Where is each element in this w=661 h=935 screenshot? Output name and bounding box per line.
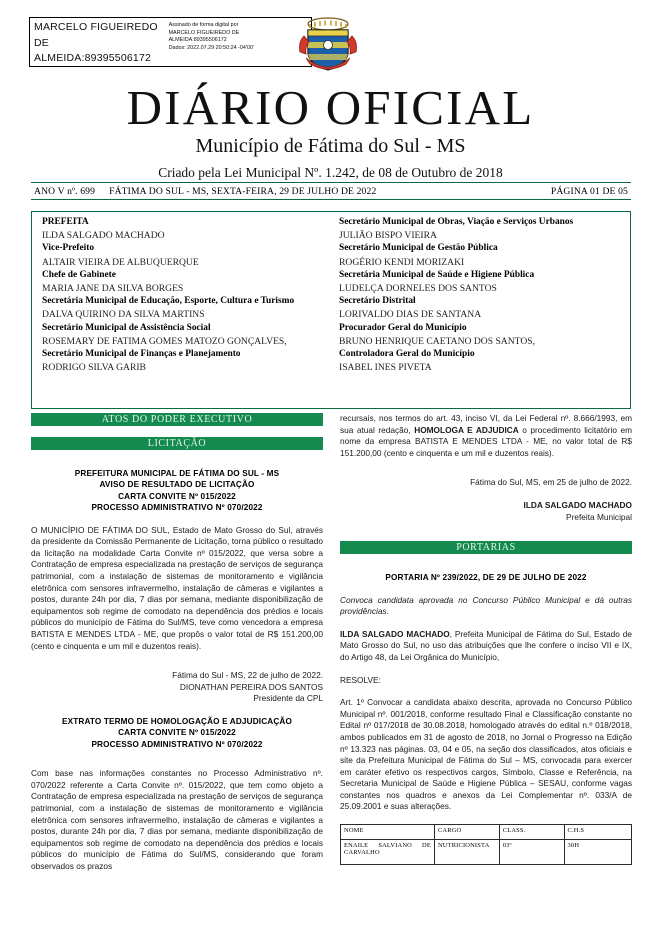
portaria-ementa [340,595,632,618]
continuation-part-2: o procedimento licitatório em nome da empresa BATISTA E MENDES LTDA - ME, no valor total de R$ 151.200,00 (cento e cinquenta e um mil e duzentos reais). [340,424,632,458]
official-name: ALTAIR VIEIRA DE ALBUQUERQUE [42,256,199,268]
notice-heading: PREFEITURA MUNICIPAL DE FÁTIMA DO SUL - MS [74,469,280,478]
candidate-table-head [341,825,632,840]
page-number: PÁGINA 01 DE 05 [550,185,628,197]
column-left [31,413,323,873]
cell-nome: ENAILE SALVIANO DE CARVALHO [341,840,435,865]
masthead-subtitle: Município de Fátima do Sul - MS [195,135,466,157]
column-header-nome: NOME [341,825,435,840]
official-name: ROGÉRIO KENDI MORIZAKI [339,256,465,268]
signatory-name: ILDA SALGADO MACHADO [523,499,632,510]
issue-info-bar [31,182,631,200]
notice-heading: PROCESSO ADMINISTRATIVO Nº 070/2022 [91,739,263,749]
official-role: Secretário Municipal de Obras, Viação e Serviços Urbanos [339,217,574,227]
official-role: Secretário Municipal de Gestão Pública [339,243,498,254]
notice-body: O MUNICÍPIO DE FÁTIMA DO SUL, Estado de Mato Grosso do Sul, através da presidente da Comissão Permanente de Licitação, torna público o resultado da licitação na modalidade Carta Convite nº 015/2022, que versa sobre a Contratação de empresa especializada na prestação de serviços de segurança patrimonial, com a instalação de sistemas de monitoramento e vigilância eletrônica com sensores infravermelho, instalação de câmeras e vigilantes a postos, durante 24h por dia, 7 dias por semana, mediante disponibilização de equipamentos sob regime de comodato na dependência dos prédios e locais públicos do município de Fátima do Sul/MS, teve como vencedora a empresa BATISTA E MENDES LTDA - ME, que propôs o valor total de R$ 151.200,00 (cento e cinquenta e um mil e duzentos reais). [31,524,323,651]
masthead [0,82,661,183]
cell-cargo: NUTRICIONISTA [434,840,499,865]
officials-box [31,211,631,409]
signatory-name: DIONATHAN PEREIRA DOS SANTOS [179,681,323,692]
signature-meta-line-1: Assinado de forma digital por [168,22,239,28]
official-role: Secretário Municipal de Finanças e Planejamento [42,349,241,360]
officials-column-left [32,216,331,408]
signature-meta-line-3: ALMEIDA:89395506172 [168,37,227,44]
column-right [340,413,632,865]
signature-meta-line-4: Dados: 2022.07.29 20:50:24 -04'00' [168,44,254,51]
official-name: LORIVALDO DIAS DE SANTANA [339,309,482,321]
official-role: PREFEITA [42,217,89,227]
portaria-article-1: Art. 1º Convocar a candidata abaixo descrita, aprovada no Concurso Público Municipal nº. 001/2018, conforme resultado Final e Classificação constante no Edital nº 017/2018 de 30.08.2018, homologado através do edital n.º 018/2018, ambos publicados em 31 de agosto de 2018, no Jornal o Progresso na Edição nº 13.323 nas páginas. 03, 04 e 05, na seção dos classificados, atos oficiais e site da Prefeitura Municipal de Fátima do Sul – MS, convocada para exercer em caráter efetivo os respectivos cargos, Símbolo, Classe e Referência, na Secretaria Municipal de Saúde e Higiene Pública – SESAU, conforme vagas constantes nos quadros e anexos da Lei Complementar nº. 033/A de 25.09.2001 e suas alterações. [340,697,632,812]
continuation-emphasis: HOMOLOGA E ADJUDICA [414,424,519,435]
page-title: DIÁRIO OFICIAL [126,80,535,135]
notice-heading: CARTA CONVITE Nº 015/2022 [118,728,236,738]
official-role: Secretária Municipal de Saúde e Higiene Pública [339,269,535,280]
candidate-table-body [341,840,632,865]
official-role: Secretário Municipal de Assistência Social [42,322,211,333]
official-name: BRUNO HENRIQUE CAETANO DOS SANTOS, [339,335,536,347]
notice-heading: CARTA CONVITE Nº 015/2022 [118,491,236,501]
portaria-mayor-name: ILDA SALGADO MACHADO [340,628,450,639]
signature-meta-line-2: MARCELO FIGUEIREDO DE [168,29,240,36]
column-header-chs: C.H.S [564,825,631,840]
candidate-table [340,824,632,865]
official-role: Secretária Municipal de Educação, Esporte, Cultura e Turismo [42,296,295,307]
cell-class: 03º [499,840,564,865]
table-header-row [341,825,632,840]
official-name: ISABEL INES PIVETA [339,362,432,374]
official-role: Chefe de Gabinete [42,269,116,280]
table-row [341,840,632,865]
issue-info-left [34,186,376,197]
continuation-paragraph [340,413,632,459]
section-bar-atos: ATOS DO PODER EXECUTIVO [31,413,323,426]
portaria-heading: PORTARIA Nº 239/2022, DE 29 DE JULHO DE 2022 [385,573,587,583]
continuation-part-1: recursais, nos termos do art. 43, inciso VI, da Lei Federal nº. 8.666/1993, em sua atual redação, [340,413,632,435]
official-name: DALVA QUIRINO DA SILVA MARTINS [42,309,205,321]
issue-place-date: FÁTIMA DO SUL - MS, SEXTA-FEIRA, 29 DE JULHO DE 2022 [109,185,377,197]
official-name: MARIA JANE DA SILVA BORGES [42,283,184,295]
official-name: JULIÃO BISPO VIEIRA [339,230,437,242]
portaria-ementa-text: Convoca candidata aprovada no Concurso Público Municipal e dá outras providências. [340,594,632,617]
signature-name: MARCELO FIGUEIREDO DE ALMEIDA:89395506172 [34,21,158,64]
notice-heading: EXTRATO TERMO DE HOMOLOGAÇÃO E ADJUDICAÇÃO [62,716,292,726]
official-role: Vice-Prefeito [42,243,95,254]
masthead-law-line: Criado pela Lei Municipal Nº. 1.242, de 08 de Outubro de 2018 [158,165,503,180]
official-name: ILDA SALGADO MACHADO [42,230,165,242]
digital-signature-stamp [29,17,312,67]
issue-year-number: ANO V nº. 699 [34,185,96,197]
section-bar-portarias: PORTARIAS [340,541,632,554]
signature-place-date: Fátima do Sul - MS, 22 de julho de 2022. [172,670,323,681]
section-bar-licitacao: LICITAÇÃO [31,437,323,450]
portaria-preamble-rest: , Prefeita Municipal de Fátima do Sul, Estado de Mato Grosso do Sul, no uso das atribuições que lhe confere o inciso VII e IX, do Artigo 48, da Lei Orgânica do Município, [340,628,633,662]
coat-of-arms-icon [296,12,360,76]
official-role: Secretário Distrital [339,296,416,307]
signature-place-date: Fátima do Sul, MS, em 25 de julho de 2022. [470,477,632,488]
official-role: Procurador Geral do Município [339,322,467,333]
cell-chs: 30H [564,840,631,865]
officials-column-right [331,216,630,408]
portaria-preamble [340,629,632,664]
official-name: ROSEMARY DE FATIMA GOMES MATOZO GONÇALVES, [42,335,287,347]
notice-body: Com base nas informações constantes no Processo Administrativo nº. 070/2022 referente a Carta Convite nº. 015/2022, que tem como objeto a Contratação de empresa especializada na prestação de serviços de segurança patrimonial, com a instalação de sistemas de monitoramento e vigilância eletrônica com sensores infravermelho, instalação de câmeras e vigilantes a postos, durante 24h por dia, 7 dias por semana, mediante disponibilização de equipamentos sob regime de comodato na dependência dos prédios e locais públicos do município de Fátima do Sul/MS, considerando que foram observados os prazos [31,768,323,871]
signatory-title: Prefeita Municipal [566,511,632,522]
portaria-resolve: RESOLVE: [340,674,381,685]
column-header-cargo: CARGO [434,825,499,840]
notice-heading: AVISO DE RESULTADO DE LICITAÇÃO [99,480,255,490]
notice-heading: PROCESSO ADMINISTRATIVO Nº 070/2022 [91,503,263,513]
official-role: Controladora Geral do Município [339,349,475,360]
official-name: RODRIGO SILVA GARIB [42,362,146,374]
signatory-title: Presidente da CPL [253,693,323,704]
official-name: LUDELÇA DORNELES DOS SANTOS [339,283,497,295]
signature-metadata [165,18,311,52]
column-header-class: CLASS. [499,825,564,840]
